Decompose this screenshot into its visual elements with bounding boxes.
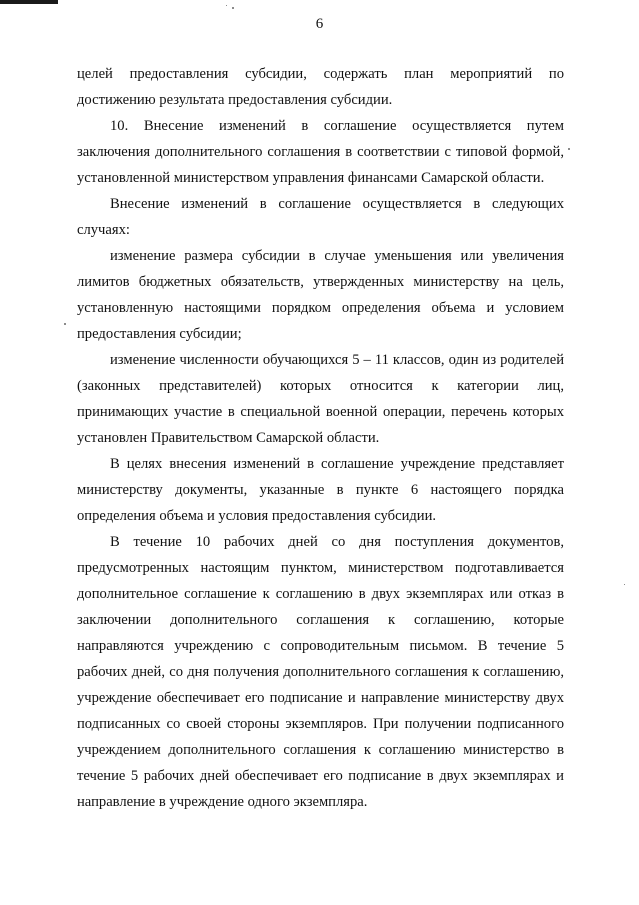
scan-speck [226, 5, 227, 6]
scan-edge-mark [0, 0, 58, 4]
paragraph-procedure-timeline: В течение 10 рабочих дней со дня поступления документов, предусмотренных настоящим пунктом, министерством подготавливается дополнительное соглашение к соглашению в двух экземплярах или отказ в заключении дополнительного соглашения к соглашению, которые направляются учреждению с сопроводительным письмом. В течение 5 рабочих дней, со дня получения дополнительного соглашения к соглашению, учреждение обеспечивает его подписание и направление министерству двух подписанных со своей стороны экземпляров. При получении подписанного учреждением дополнительного соглашения к соглашению министерство в течение 5 рабочих дней обеспечивает его подписание в двух экземплярах и направление в учреждение одного экземпляра. [77, 534, 564, 810]
paragraph-item-10: 10. Внесение изменений в соглашение осуществляется путем заключения дополнительного соглашения в соответствии с типовой формой, установленной министерством управления финансами Самарской области. [77, 118, 564, 186]
paragraph-documents-submission: В целях внесения изменений в соглашение учреждение представляет министерству документы, указанные в пункте 6 настоящего порядка определения объема и условия предоставления субсидии. [77, 456, 564, 524]
scan-speck [232, 7, 234, 9]
scan-speck [64, 323, 66, 325]
paragraph-case-subsidy-size: изменение размера субсидии в случае уменьшения или увеличения лимитов бюджетных обязательств, утвержденных министерству на цель, установленную настоящими порядком определения объема и условием предоставления субсидии; [77, 248, 564, 342]
document-body [77, 61, 564, 815]
paragraph-case-student-count: изменение численности обучающихся 5 – 11 классов, один из родителей (законных представителей) которых относится к категории лиц, принимающих участие в специальной военной операции, перечень которых установлен Правительством Самарской области. [77, 352, 564, 446]
scan-speck [568, 148, 570, 150]
page-number: 6 [315, 16, 324, 32]
paragraph-cases-intro: Внесение изменений в соглашение осуществляется в следующих случаях: [77, 196, 564, 238]
scan-speck [624, 584, 625, 585]
paragraph-continuation: целей предоставления субсидии, содержать план мероприятий по достижению результата предоставления субсидии. [77, 66, 564, 108]
